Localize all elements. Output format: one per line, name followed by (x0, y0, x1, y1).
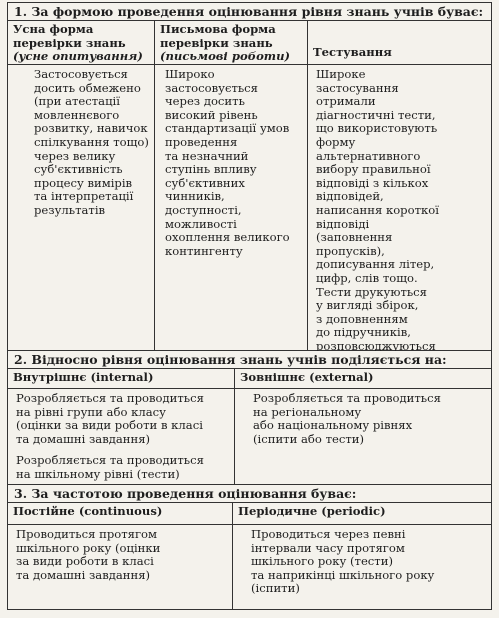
text-line: високий рівень (165, 107, 258, 122)
header-periodic: Періодичне (periodic) (232, 503, 491, 524)
text-line: доступності, (165, 202, 242, 217)
text-line: відповіді з кількох (316, 175, 429, 190)
text-line: або національному рівнях (253, 418, 413, 433)
text-line: проведення (165, 134, 238, 149)
text-line: суб'єктивних (165, 175, 245, 190)
header-testing-line1: Тестування (313, 45, 392, 60)
internal-paragraph-1 (16, 392, 229, 446)
text-line: отримали (316, 94, 376, 109)
header-written-line1: Письмова форма (160, 22, 276, 36)
text-line: дописування літер, (316, 257, 435, 272)
text-line: стандартизації умов (165, 121, 290, 136)
text-line: та наприкінці шкільного року (251, 567, 435, 582)
section-title: 2. Відносно рівня оцінювання знань учнів поділяється на: (8, 351, 491, 369)
header-written (154, 21, 307, 64)
text-line: Розробляється та проводиться (16, 453, 204, 468)
text-line: написання короткої (316, 202, 439, 217)
text-line: Розробляється та проводиться (253, 391, 441, 405)
text-line: вибору правильної (316, 162, 431, 177)
header-internal: Внутрішнє (internal) (13, 370, 154, 384)
body-row (8, 389, 491, 485)
body-row (8, 65, 491, 351)
text-line: Проводиться протягом (16, 527, 158, 541)
text-line: (оцінки за види роботи в класі (16, 418, 203, 433)
assessment-forms-table (7, 2, 492, 610)
text-line: Проводиться через певні (251, 527, 406, 541)
text-line: (при атестації (34, 94, 120, 109)
header-row (8, 369, 491, 389)
text-line: альтернативного (316, 148, 421, 163)
header-oral-line2: перевірки знань (13, 35, 126, 50)
text-line: спілкування тощо) (34, 134, 149, 149)
text-line: Тести друкуються (316, 284, 427, 299)
text-line: інтервали часу протягом (251, 540, 405, 555)
cell-external-description (234, 389, 491, 485)
text-line: у вигляді збірок, (316, 298, 419, 313)
text-line: охоплення великого (165, 230, 290, 245)
section-title: 3. За частотою проведення оцінювання буває: (8, 485, 491, 503)
text-line: застосовується (165, 80, 258, 95)
header-oral (8, 21, 154, 64)
header-oral-line3: (усне опитування) (13, 49, 143, 64)
text-line: можливості (165, 216, 237, 231)
header-continuous: Постійне (continuous) (13, 504, 163, 518)
text-line: суб'єктивність (34, 162, 123, 177)
text-line: до підручників, (316, 325, 411, 340)
header-written-line3: (письмові роботи) (160, 49, 290, 64)
text-line: застосування (316, 80, 399, 95)
text-line: за види роботи в класі (16, 554, 154, 569)
text-line: відповідей, (316, 189, 384, 204)
text-line: контингенту (165, 243, 243, 258)
text-line: на регіональному (253, 404, 362, 419)
text-line: на рівні групи або класу (16, 404, 166, 419)
cell-oral-description (8, 65, 154, 351)
text-line: через велику (34, 148, 116, 163)
text-line: що використовують (316, 121, 438, 136)
text-line: Застосовується (34, 67, 128, 81)
text-line: Розробляється та проводиться (16, 391, 204, 405)
text-line: відповіді (316, 216, 370, 231)
text-line: та інтерпретації (34, 189, 134, 204)
header-external: Зовнішнє (external) (234, 369, 491, 388)
text-line: досить обмежено (34, 80, 141, 95)
header-row (8, 503, 491, 525)
section-level (8, 351, 491, 485)
text-line: розповсюджуються (316, 338, 436, 351)
text-line: шкільного року (тести) (251, 554, 393, 569)
body-row (8, 525, 491, 609)
text-line: мовленнєвого (34, 107, 120, 122)
text-line: Широке (316, 67, 366, 81)
text-line: процесу вимірів (34, 175, 133, 190)
text-line: на шкільному рівні (тести) (16, 466, 180, 481)
text-line: та домашні завдання) (16, 431, 151, 446)
section-title: 1. За формою проведення оцінювання рівня знань учнів буває: (8, 3, 491, 21)
header-oral-line1: Усна форма (13, 22, 94, 36)
text-line: (іспити) (251, 581, 300, 596)
text-line: форму (316, 134, 356, 149)
text-line: з доповненням (316, 311, 408, 326)
text-line: діагностичні тести, (316, 107, 436, 122)
text-line: (заповнення (316, 230, 393, 245)
text-line: (іспити або тести) (253, 431, 364, 446)
cell-internal-description (8, 389, 234, 485)
cell-testing-description (307, 65, 491, 351)
header-testing (307, 21, 491, 64)
cell-continuous-description (8, 525, 232, 609)
text-line: результатів (34, 202, 106, 217)
text-line: та домашні завдання) (16, 567, 151, 582)
section-form (8, 3, 491, 351)
header-row (8, 21, 491, 65)
internal-paragraph-2 (16, 454, 229, 481)
text-line: та незначний (165, 148, 249, 163)
text-line: цифр, слів тощо. (316, 270, 418, 285)
text-line: через досить (165, 94, 245, 109)
section-frequency (8, 485, 491, 609)
text-line: ступінь впливу (165, 162, 257, 177)
cell-written-description (154, 65, 307, 351)
text-line: шкільного року (оцінки (16, 540, 161, 555)
header-written-line2: перевірки знань (160, 35, 273, 50)
text-line: розвитку, навичок (34, 121, 148, 136)
cell-periodic-description (232, 525, 491, 609)
text-line: Широко (165, 67, 215, 81)
text-line: пропусків), (316, 243, 385, 258)
text-line: чинників, (165, 189, 225, 204)
